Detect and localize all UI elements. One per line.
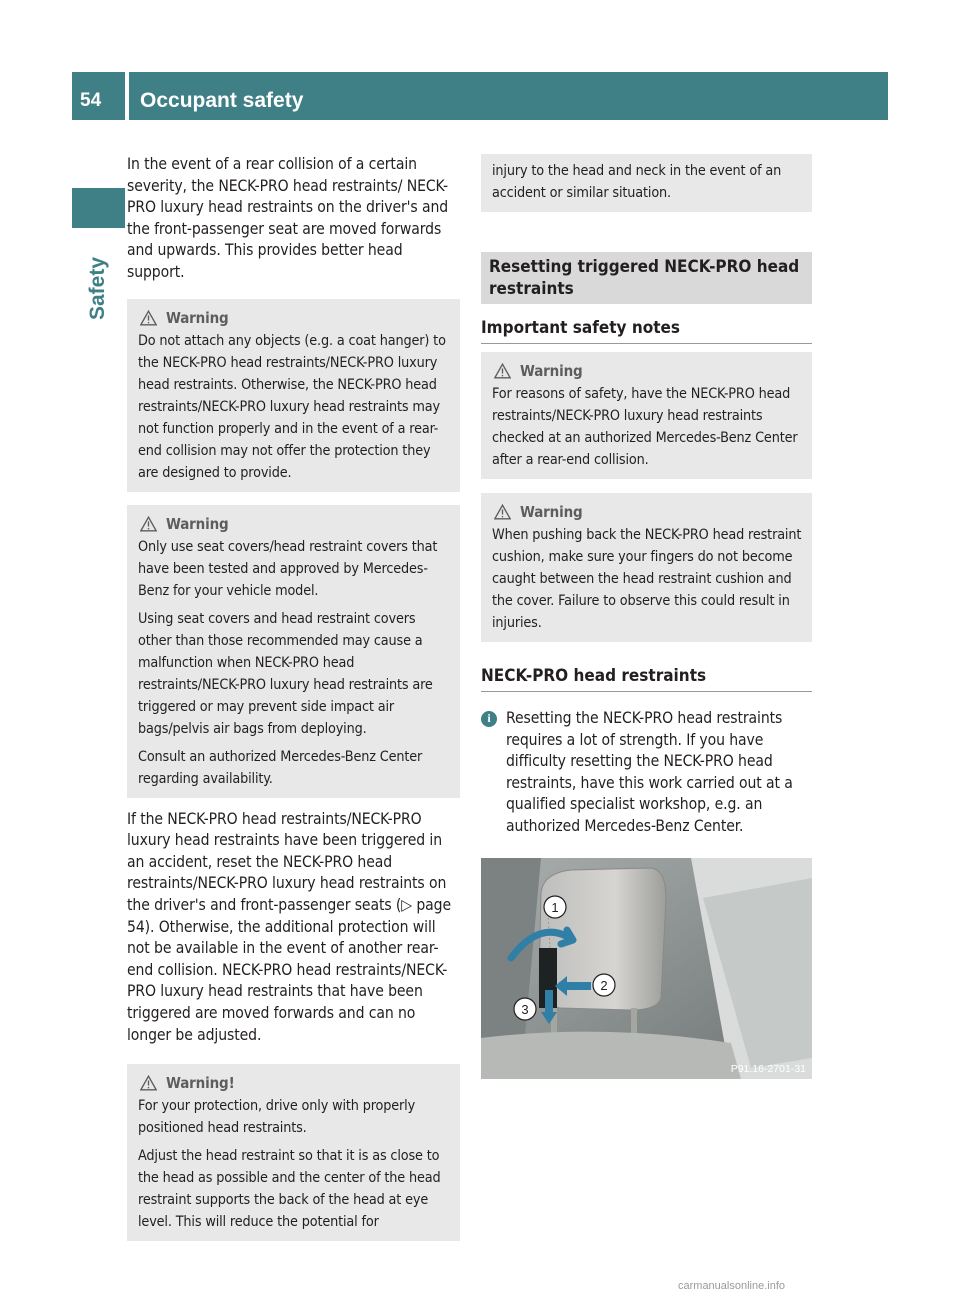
info-circle-icon: i [481,711,497,727]
warning-box-fingers [481,493,812,642]
warning-title [492,501,804,523]
warning-box-objects [127,299,460,492]
info-note [481,708,812,838]
subheading-safety-notes: Important safety notes [481,308,812,344]
page-number: 54 [80,90,102,111]
warning-title-text: Warning! [166,1074,235,1093]
warning-text: For your protection, drive only with properly positioned head restraints. [138,1098,416,1137]
warning-text: Do not attach any objects (e.g. a coat hanger) to the NECK-PRO head restraints/NECK-PRO luxury head restraints. Otherwise, the NECK-PRO head restraints/NECK-PRO luxury head restraints may not function properly and in the event of a rear-end collision may not offer the protection they are designed to provide. [138,332,446,481]
warning-title [492,360,804,382]
warning-title-text: Warning [166,308,229,327]
subheading-neck-pro: NECK-PRO head restraints [481,656,812,692]
warning-title [138,513,452,535]
warning-triangle-icon [494,363,511,379]
warning-triangle-icon [494,504,511,520]
warning-title-text: Warning [520,503,583,521]
right-column [481,154,812,1079]
warning-text: Using seat covers and head restraint covers other than those recommended may cause a malfunction when NECK-PRO head restraints/NECK-PRO luxury head restraints are triggered or may prevent side impact air bags/pelvis air bags from deploying. [138,610,433,737]
warning-triangle-icon [140,1075,157,1091]
warning-text: When pushing back the NECK-PRO head restraint cushion, make sure your fingers do not become caught between the head restraint cushion and the cover. Failure to observe this could result in injuries. [492,527,802,631]
head-restraint-photo [481,858,812,1079]
section-marker [72,188,125,228]
warning-text: injury to the head and neck in the event of an accident or similar situation. [492,163,782,201]
warning-title-text: Warning [166,514,229,533]
left-column [127,154,460,1241]
callout-2: 2 [600,977,608,993]
head-restraint-illustration [481,858,812,1079]
footer-watermark: carmanualsonline.info [678,1280,786,1292]
warning-text: Consult an authorized Mercedes-Benz Center regarding availability. [138,748,423,787]
reset-paragraph-text: ). Otherwise, the additional protection will not be available in the event of another rear-end collision. NECK-PRO head restraints/NECK-PRO luxury head restraints that have been triggered are moved forwards and can no longer be adjusted. [127,917,448,1044]
warning-triangle-icon [140,516,157,532]
callout-3: 3 [521,1001,529,1017]
warning-text: For reasons of safety, have the NECK-PRO head restraints/NECK-PRO luxury head restraints checked at an authorized Mercedes-Benz Center after a rear-end collision. [492,386,798,468]
page-reference-link[interactable]: ▷ page 54 [127,895,451,936]
warning-title-text: Warning [520,362,583,380]
warning-box-continued [481,154,812,212]
reset-paragraph [127,809,460,1047]
callout-1: 1 [551,899,559,915]
warning-text: Adjust the head restraint so that it is as close to the head as possible and the center of the head restraint supports the back of the head at eye level. This will reduce the potential for [138,1148,441,1231]
warning-box-checked [481,352,812,479]
info-text: Resetting the NECK-PRO head restraints requires a lot of strength. If you have difficulty resetting the NECK-PRO head restraints, have this work carried out at a qualified specialist workshop, e.g. an authorized Mercedes-Benz Center. [506,709,793,835]
warning-title [138,307,452,329]
reset-paragraph-text: If the NECK-PRO head restraints/NECK-PRO luxury head restraints have been triggered in an accident, reset the NECK-PRO head restraints/NECK-PRO luxury head restraints on the driver's and front-passenger seats ( [127,809,447,914]
warning-text: Only use seat covers/head restraint covers that have been tested and approved by Mercedes-Benz for your vehicle model. [138,538,438,599]
warning-triangle-icon [140,310,157,326]
image-code: P91.16-2701-31 [730,1062,806,1075]
intro-paragraph: In the event of a rear collision of a certain severity, the NECK-PRO head restraints/ NECK-PRO luxury head restraints on the driver's and the front-passenger seat are moved forwards and upwards. This provides better head support. [127,155,449,281]
warning-title [138,1072,452,1094]
section-side-label: Safety [86,256,109,320]
warning-box-seat-covers [127,505,460,798]
section-heading: Resetting triggered NECK-PRO head restraints [481,252,812,304]
page-title: Occupant safety [140,89,304,112]
warning-box-positioning [127,1064,460,1241]
